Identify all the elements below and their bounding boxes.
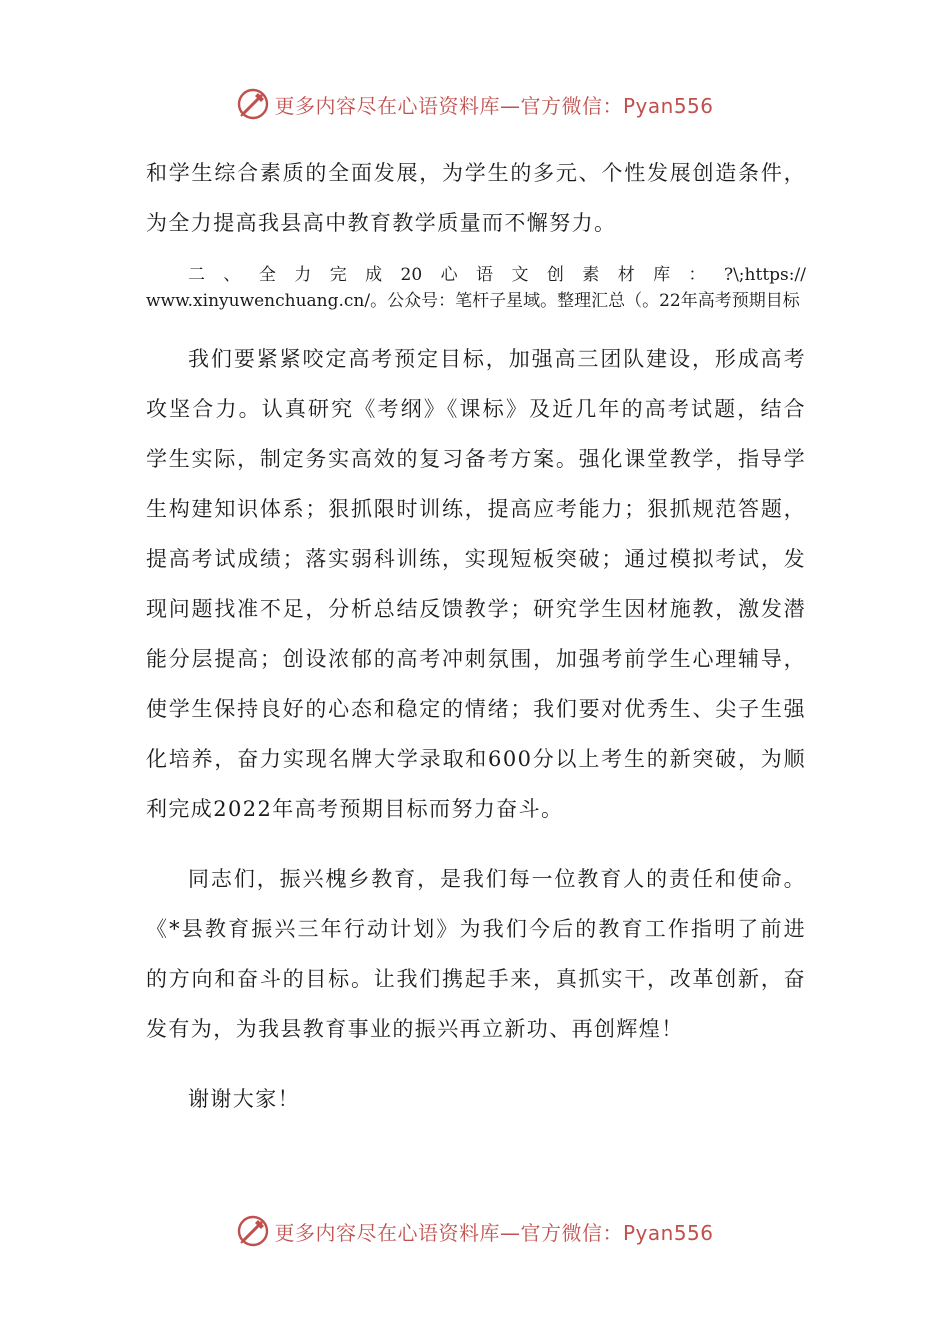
section-heading bbox=[146, 262, 806, 314]
section-heading-rest: www.xinyuwenchuang.cn/。公众号：笔杆子星域。整理汇总（。22年高考预期目标 bbox=[146, 291, 800, 311]
watermark-text: 更多内容尽在心语资料库—官方微信：Pyan556 bbox=[274, 93, 714, 118]
section-heading-first-line bbox=[146, 262, 806, 288]
heading-token: 库 bbox=[653, 265, 671, 285]
heading-token: 二 bbox=[188, 265, 205, 285]
paragraph-closing: 同志们，振兴槐乡教育，是我们每一位教育人的责任和使命。《*县教育振兴三年行动计划》为我们今后的教育工作指明了前进的方向和奋斗的目标。让我们携起手来，真抓实干，改革创新，奋发有为，为我县教育事业的振兴再立新功、再创辉煌！ bbox=[146, 867, 806, 1041]
heading-token: 创 bbox=[546, 265, 564, 285]
watermark-text: 更多内容尽在心语资料库—官方微信：Pyan556 bbox=[274, 1220, 714, 1245]
pen-logo-icon bbox=[236, 1214, 270, 1248]
heading-token: ?\;https:// bbox=[723, 265, 806, 285]
heading-token: 全 bbox=[258, 265, 276, 285]
heading-token: 文 bbox=[511, 265, 529, 285]
heading-token: 20 bbox=[400, 265, 423, 285]
heading-token: 语 bbox=[476, 265, 494, 285]
document-body bbox=[146, 148, 806, 1124]
heading-token: 成 bbox=[365, 265, 383, 285]
pen-logo-icon bbox=[236, 87, 270, 121]
heading-token: 力 bbox=[294, 265, 312, 285]
heading-token: 素 bbox=[582, 265, 600, 285]
heading-token: 心 bbox=[440, 265, 458, 285]
paragraph-goals: 我们要紧紧咬定高考预定目标，加强高三团队建设，形成高考攻坚合力。认真研究《考纲》《课标》及近几年的高考试题，结合学生实际，制定务实高效的复习备考方案。强化课堂教学，指导学生构建知识体系；狠抓限时训练，提高应考能力；狠抓规范答题，提高考试成绩；落实弱科训练，实现短板突破；通过模拟考试，发现问题找准不足，分析总结反馈教学；研究学生因材施教，激发潜能分层提高；创设浓郁的高考冲刺氛围，加强考前学生心理辅导，使学生保持良好的心态和稳定的情绪；我们要对优秀生、尖子生强化培养，奋力实现名牌大学录取和600分以上考生的新突破，为顺利完成2022年高考预期目标而努力奋斗。 bbox=[146, 347, 806, 821]
heading-token: 完 bbox=[329, 265, 347, 285]
heading-token: ： bbox=[688, 265, 706, 285]
heading-token: 、 bbox=[223, 265, 241, 285]
watermark-header bbox=[0, 82, 950, 126]
watermark-footer bbox=[0, 1209, 950, 1253]
heading-token: 材 bbox=[617, 265, 635, 285]
paragraph-continued: 和学生综合素质的全面发展，为学生的多元、个性发展创造条件，为全力提高我县高中教育教学质量而不懈努力。 bbox=[146, 161, 806, 235]
paragraph-thanks: 谢谢大家！ bbox=[188, 1087, 300, 1111]
